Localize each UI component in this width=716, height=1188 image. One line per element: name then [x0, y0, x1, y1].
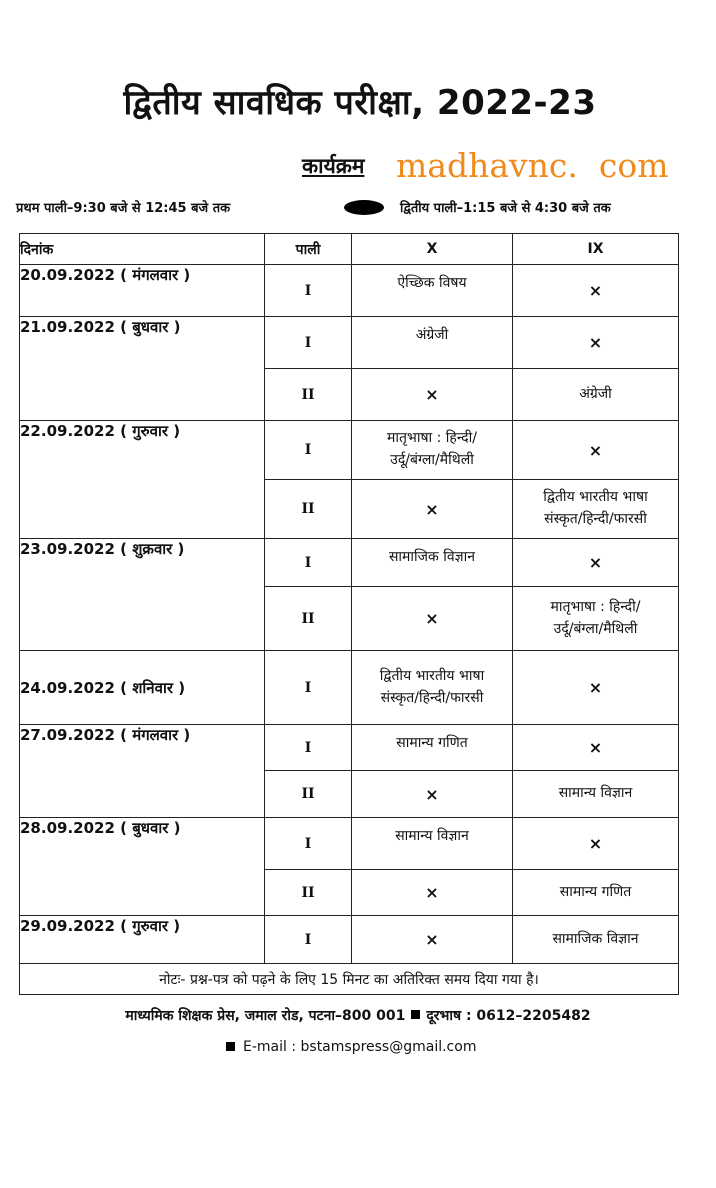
watermark: madhavnc. com: [396, 146, 669, 185]
square-bullet-icon: [226, 1042, 235, 1051]
table-row: [20, 421, 679, 480]
date: 20.09.2022: [20, 266, 115, 284]
subject-line: मातृभाषा : हिन्दी/: [387, 430, 477, 447]
shift-cell: I: [265, 317, 352, 369]
subject-line: संस्कृत/हिन्दी/फारसी: [380, 689, 484, 706]
press-phone: दूरभाष : 0612–2205482: [426, 1008, 591, 1024]
date-cell: [20, 651, 265, 725]
shift-cell: II: [265, 870, 352, 916]
subject-line: संस्कृत/हिन्दी/फारसी: [544, 511, 647, 527]
class-x-subject: अंग्रेजी: [352, 317, 513, 369]
subject-line: उर्दू/बंग्ला/मैथिली: [390, 452, 474, 468]
class-x-subject: ×: [352, 587, 513, 651]
shift-cell: I: [265, 916, 352, 964]
class-ix-subject: सामान्य गणित: [513, 870, 679, 916]
date-cell: [20, 916, 265, 964]
shift-cell: I: [265, 539, 352, 587]
table-row: [20, 317, 679, 369]
separator-dot-icon: [344, 200, 384, 215]
shift-cell: II: [265, 369, 352, 421]
subject-line: मातृभाषा : हिन्दी/: [550, 598, 641, 615]
table-row: [20, 651, 679, 725]
subject-line: द्वितीय भारतीय भाषा: [379, 667, 485, 684]
subject-line: द्वितीय भारतीय भाषा: [543, 489, 648, 506]
shift-cell: II: [265, 587, 352, 651]
shift-cell: II: [265, 480, 352, 539]
date-cell: [20, 421, 265, 539]
first-shift-timing: प्रथम पाली–9:30 बजे से 12:45 बजे तक: [16, 201, 231, 216]
subject-line: उर्दू/बंग्ला/मैथिली: [553, 620, 638, 637]
header-class-ix: IX: [513, 234, 679, 265]
date-cell: [20, 818, 265, 916]
email-line: [226, 1039, 476, 1055]
date: 24.09.2022: [20, 678, 115, 697]
shift-cell: I: [265, 725, 352, 771]
class-x-subject: ×: [352, 771, 513, 818]
date: 27.09.2022: [20, 726, 115, 744]
page-subtitle: कार्यक्रम: [302, 154, 365, 178]
class-x-subject: सामाजिक विज्ञान: [352, 539, 513, 587]
date: 28.09.2022: [20, 819, 115, 837]
table-row: [20, 818, 679, 870]
class-x-subject: सामान्य विज्ञान: [352, 818, 513, 870]
table-row: [20, 265, 679, 317]
class-ix-subject: ×: [513, 265, 679, 317]
note-row: [20, 964, 679, 995]
class-x-subject: ×: [352, 916, 513, 964]
class-x-subject: ×: [352, 480, 513, 539]
weekday: ( गुरुवार ): [120, 422, 181, 440]
date-cell: [20, 725, 265, 818]
exam-schedule-table: [19, 233, 679, 995]
shift-cell: I: [265, 421, 352, 480]
class-ix-subject: ×: [513, 539, 679, 587]
class-x-subject: सामान्य गणित: [352, 725, 513, 771]
weekday: ( गुरुवार ): [120, 917, 181, 935]
table-row: [20, 916, 679, 964]
header-shift: पाली: [265, 234, 352, 265]
shift-timings: [16, 196, 700, 220]
class-x-subject: ×: [352, 369, 513, 421]
second-shift-timing: द्वितीय पाली–1:15 बजे से 4:30 बजे तक: [400, 201, 611, 216]
class-ix-subject: ×: [513, 725, 679, 771]
square-bullet-icon: [411, 1010, 420, 1019]
press-email: E-mail : bstamspress@gmail.com: [243, 1039, 477, 1055]
shift-cell: II: [265, 771, 352, 818]
class-ix-subject: सामाजिक विज्ञान: [513, 916, 679, 964]
header-date: दिनांक: [20, 234, 265, 265]
class-ix-subject: अंग्रेजी: [513, 369, 679, 421]
class-ix-subject: [513, 587, 679, 651]
class-ix-subject: ×: [513, 317, 679, 369]
weekday: ( बुधवार ): [120, 819, 181, 837]
table-row: [20, 725, 679, 771]
date: 23.09.2022: [20, 540, 115, 558]
weekday: ( बुधवार ): [120, 318, 181, 336]
date-cell: [20, 317, 265, 421]
date: 21.09.2022: [20, 318, 115, 336]
header-class-x: X: [352, 234, 513, 265]
date: 29.09.2022: [20, 917, 115, 935]
page-title: द्वितीय सावधिक परीक्षा, 2022-23: [123, 83, 597, 123]
table-row: [20, 539, 679, 587]
class-x-subject: ऐच्छिक विषय: [352, 265, 513, 317]
class-x-subject: [352, 421, 513, 480]
class-ix-subject: ×: [513, 651, 679, 725]
shift-cell: I: [265, 651, 352, 725]
press-address: माध्यमिक शिक्षक प्रेस, जमाल रोड, पटना–800 001: [125, 1008, 406, 1024]
class-ix-subject: [513, 480, 679, 539]
weekday: ( शनिवार ): [120, 678, 186, 697]
date-cell: [20, 539, 265, 651]
press-footer: [20, 1006, 696, 1025]
class-ix-subject: सामान्य विज्ञान: [513, 771, 679, 818]
class-x-subject: ×: [352, 870, 513, 916]
note-text: नोटः- प्रश्न-पत्र को पढ़ने के लिए 15 मिनट का अतिरिक्त समय दिया गया है।: [20, 964, 679, 995]
date: 22.09.2022: [20, 422, 115, 440]
class-ix-subject: ×: [513, 421, 679, 480]
shift-cell: I: [265, 265, 352, 317]
weekday: ( मंगलवार ): [120, 726, 191, 744]
class-ix-subject: ×: [513, 818, 679, 870]
weekday: ( मंगलवार ): [120, 266, 191, 284]
table-header-row: [20, 234, 679, 265]
date-cell: [20, 265, 265, 317]
class-x-subject: [352, 651, 513, 725]
shift-cell: I: [265, 818, 352, 870]
weekday: ( शुक्रवार ): [120, 540, 185, 558]
